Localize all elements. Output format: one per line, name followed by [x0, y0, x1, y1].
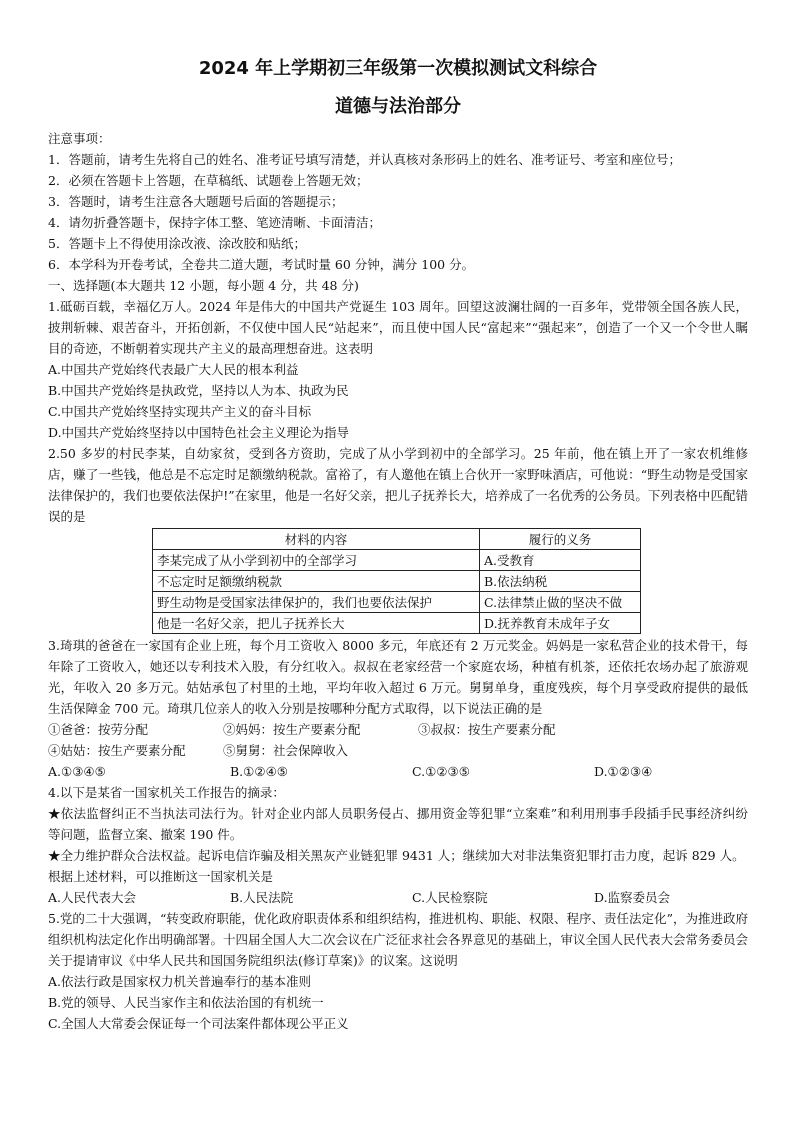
option-a: A.①③④⑤: [48, 764, 106, 779]
statement-row: [48, 740, 748, 761]
option-d: D.①②③④: [594, 764, 653, 779]
statement-item: ④姑姑：按生产要素分配: [48, 743, 186, 758]
table-header-row: [153, 529, 641, 550]
option-d: D.中国共产党始终坚持以中国特色社会主义理论为指导: [48, 425, 350, 440]
exam-page: [48, 56, 748, 1034]
table-cell: A.受教育: [480, 550, 641, 571]
option-a: A.人民代表大会: [48, 890, 137, 905]
exam-title: 2024 年上学期初三年级第一次模拟测试文科综合: [198, 58, 598, 79]
table-cell: D.抚养教育未成年子女: [480, 613, 641, 634]
notice-section: [48, 128, 748, 275]
table-cell: 李某完成了从小学到初中的全部学习: [153, 550, 480, 571]
report-point: ★全力维护群众合法权益。起诉电信诈骗及相关黑灰产业链犯罪 9431 人；继续加大对非法集资犯罪打击力度，起诉 829 人。: [48, 848, 745, 863]
statement-row: [48, 719, 748, 740]
option-b: B.①②④⑤: [230, 764, 288, 779]
question-1: [48, 296, 748, 443]
table-cell: 不忘定时足额缴纳税款: [153, 571, 480, 592]
question-stem: 2.50 多岁的村民李某，自幼家贫，受到各方资助，完成了从小学到初中的全部学习。25 年前，他在镇上开了一家农机维修店，赚了一些钱，他总是不忘定时足额缴纳税款。富裕了，有人邀他在镇上合伙开一家野味酒店，可他说：“野生动物是受国家法律保护的，我们也要依法保护!”在家里，他是一名好父亲，把儿子抚养长大，培养成了一名优秀的公务员。下列表格中匹配错误的是: [48, 446, 748, 524]
option-d: D.监察委员会: [594, 890, 671, 905]
table-header: 材料的内容: [153, 529, 480, 550]
option-c: C.中国共产党始终坚持实现共产主义的奋斗目标: [48, 404, 312, 419]
question-2: [48, 443, 748, 634]
table-row: [153, 613, 641, 634]
option-c: C.①②③⑤: [412, 764, 470, 779]
table-cell: 野生动物是受国家法律保护的，我们也要依法保护: [153, 592, 480, 613]
options-row: [48, 887, 748, 908]
table-row: [153, 592, 641, 613]
exam-subtitle: 道德与法治部分: [335, 96, 461, 117]
question-stem: 5.党的二十大强调，“转变政府职能，优化政府职责体系和组织结构，推进机构、职能、权限、程序、责任法定化”，为推进政府组织机构法定化作出明确部署。十四届全国人大二次会议在广泛征求社会各界意见的基础上，审议全国人民代表大会常务委员会关于提请审议《中华人民共和国国务院组织法(修订草案)》的议案。这说明: [48, 911, 749, 968]
question-stem: 4.以下是某省一国家机关工作报告的摘录：: [48, 785, 285, 800]
notice-item: 3．答题时，请考生注意各大题题号后面的答题提示；: [48, 194, 344, 209]
notice-item: 1．答题前，请考生先将自己的姓名、准考证号填写清楚，并认真核对条形码上的姓名、准考证号、考室和座位号；: [48, 152, 681, 167]
question-4: [48, 782, 748, 908]
statement-item: ⑤舅舅：社会保障收入: [223, 743, 349, 758]
notice-item: 6．本学科为开卷考试，全卷共二道大题，考试时量 60 分钟，满分 100 分。: [48, 257, 475, 272]
section-heading: 一、选择题(本大题共 12 小题，每小题 4 分，共 48 分): [48, 278, 359, 293]
table-cell: B.依法纳税: [480, 571, 641, 592]
option-c: C.人民检察院: [412, 890, 488, 905]
options-row: [48, 761, 748, 782]
option-b: B.中国共产党始终是执政党，坚持以人为本、执政为民: [48, 383, 349, 398]
notice-item: 5．答题卡上不得使用涂改液、涂改胶和贴纸；: [48, 236, 306, 251]
question-stem: 3.琦琪的爸爸在一家国有企业上班，每个月工资收入 8000 多元，年底还有 2 万元奖金。妈妈是一家私营企业的技术骨干，每年除了工资收入，她还以专利技术入股，有分红收入。叔叔在老家经营一个家庭农场，种植有机茶，还依托农场办起了旅游观光，年收入 20 多万元。姑姑承包了村里的土地，平均年收入超过 6 万元。舅舅单身，重度残疾，每个月享受政府提供的最低生活保障金 700 元。琦琪几位亲人的收入分别是按哪种分配方式取得，以下说法正确的是: [48, 638, 748, 716]
table-row: [153, 571, 641, 592]
question-5: [48, 908, 748, 1034]
option-c: C.全国人大常委会保证每一个司法案件都体现公平正义: [48, 1016, 349, 1031]
question-prompt: 根据上述材料，可以推断这一国家机关是: [48, 869, 274, 884]
option-a: A.依法行政是国家权力机关普遍奉行的基本准则: [48, 974, 312, 989]
report-point: ★依法监督纠正不当执法司法行为。针对企业内部人员职务侵占、挪用资金等犯罪“立案难”和利用刑事手段插手民事经济纠纷等问题，监督立案、撤案 190 件。: [48, 806, 748, 842]
table-cell: 他是一名好父亲，把儿子抚养长大: [153, 613, 480, 634]
notice-item: 2．必须在答题卡上答题，在草稿纸、试题卷上答题无效；: [48, 173, 369, 188]
notice-item: 4．请勿折叠答题卡，保持字体工整、笔迹清晰、卡面清洁；: [48, 215, 381, 230]
statement-item: ②妈妈：按生产要素分配: [223, 722, 361, 737]
option-b: B.党的领导、人民当家作主和依法治国的有机统一: [48, 995, 324, 1010]
table-header: 履行的义务: [480, 529, 641, 550]
question-3: [48, 635, 748, 782]
statement-item: ③叔叔：按生产要素分配: [418, 722, 556, 737]
option-a: A.中国共产党始终代表最广大人民的根本利益: [48, 362, 299, 377]
match-table: [152, 528, 641, 634]
statement-item: ①爸爸：按劳分配: [48, 722, 149, 737]
table-cell: C.法律禁止做的坚决不做: [480, 592, 641, 613]
option-b: B.人民法院: [230, 890, 294, 905]
question-stem: 1.砥砺百载，幸福亿万人。2024 年是伟大的中国共产党诞生 103 周年。回望这波澜壮阔的一百多年，党带领全国各族人民，披荆斩棘、艰苦奋斗，开拓创新，不仅使中国人民“站起来”，而且使中国人民“富起来”“强起来”，创造了一个又一个令世人瞩目的奇迹，不断朝着实现共产主义的最高理想奋进。这表明: [48, 299, 748, 356]
table-row: [153, 550, 641, 571]
notice-heading: 注意事项：: [48, 131, 111, 146]
